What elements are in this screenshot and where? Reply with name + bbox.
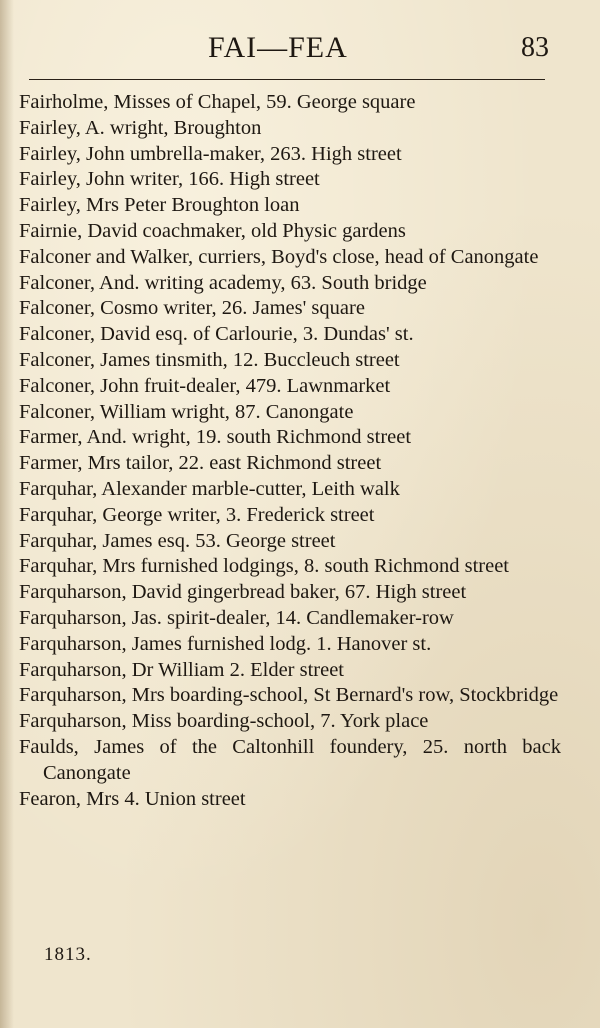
binding-gutter-shadow — [0, 0, 14, 1028]
directory-entry: Fairley, John writer, 166. High street — [19, 168, 320, 191]
directory-entry: Fairnie, David coachmaker, old Physic gardens — [19, 219, 406, 242]
directory-entry: Farquharson, David gingerbread baker, 67. High street — [19, 581, 467, 604]
directory-entry: Fairley, A. wright, Broughton — [19, 116, 262, 139]
directory-entry: Falconer, James tinsmith, 12. Buccleuch street — [19, 348, 400, 371]
page-title: FAI—FEA — [208, 31, 348, 64]
directory-entry: Farquhar, Mrs furnished lodgings, 8. south Richmond street — [19, 555, 509, 578]
directory-entry: Farquhar, Alexander marble-cutter, Leith walk — [19, 477, 400, 500]
directory-entry: Fearon, Mrs 4. Union street — [19, 787, 246, 810]
directory-entry: Farquharson, Miss boarding-school, 7. York place — [19, 710, 429, 733]
running-head — [0, 30, 600, 66]
directory-entry: Farmer, And. wright, 19. south Richmond street — [19, 426, 412, 449]
directory-entry: Falconer and Walker, curriers, Boyd's close, head of Canongate — [19, 245, 539, 268]
directory-entry: Farquharson, Jas. spirit-dealer, 14. Candlemaker-row — [19, 606, 454, 629]
directory-entry: Faulds, James of the Caltonhill foundery, 25. north back Canongate — [19, 735, 561, 784]
directory-entry: Farmer, Mrs tailor, 22. east Richmond street — [19, 452, 382, 475]
directory-entry: Farquhar, James esq. 53. George street — [19, 529, 336, 552]
directory-entry: Farquhar, George writer, 3. Frederick street — [19, 503, 375, 526]
directory-entry: Farquharson, James furnished lodg. 1. Hanover st. — [19, 632, 432, 655]
directory-entry: Farquharson, Mrs boarding-school, St Bernard's row, Stockbridge — [19, 684, 559, 707]
directory-entry: Fairholme, Misses of Chapel, 59. George square — [19, 91, 416, 113]
signature-year: 1813. — [44, 944, 92, 965]
directory-entry: Fairley, Mrs Peter Broughton loan — [19, 194, 300, 217]
directory-entry: Fairley, John umbrella-maker, 263. High street — [19, 142, 402, 165]
directory-entry: Falconer, And. writing academy, 63. South bridge — [19, 271, 427, 294]
directory-entries — [19, 90, 561, 812]
directory-entry: Falconer, John fruit-dealer, 479. Lawnmarket — [19, 374, 391, 397]
directory-entry: Falconer, David esq. of Carlourie, 3. Dundas' st. — [19, 323, 414, 346]
directory-entry: Farquharson, Dr William 2. Elder street — [19, 658, 345, 681]
directory-entry: Falconer, William wright, 87. Canongate — [19, 400, 354, 423]
page-number: 83 — [521, 32, 549, 63]
header-rule — [29, 79, 545, 80]
directory-entry: Falconer, Cosmo writer, 26. James' square — [19, 297, 365, 320]
